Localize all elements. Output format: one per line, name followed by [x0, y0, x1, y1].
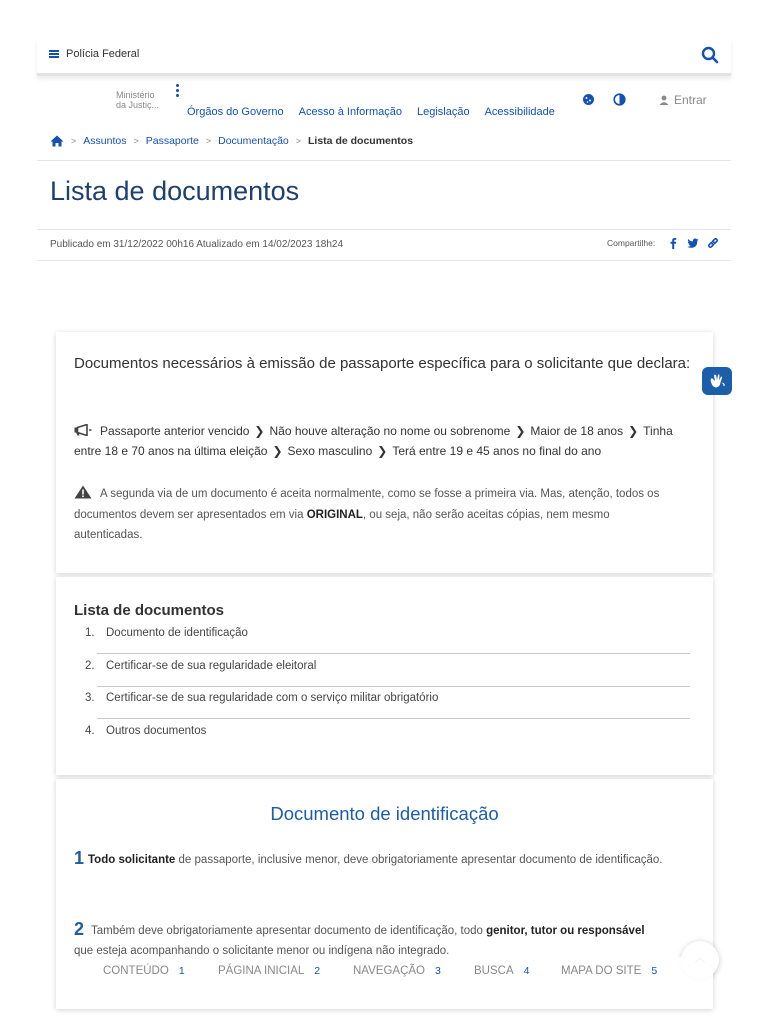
government-header — [37, 80, 731, 124]
paragraph-2 — [74, 919, 664, 961]
item-label: Outros documentos — [106, 724, 207, 737]
page-title: Lista de documentos — [50, 176, 300, 206]
skip-label: CONTEÚDO — [103, 965, 169, 977]
chevron-right-icon: ❯ — [515, 424, 526, 438]
divider — [37, 260, 731, 261]
skip-key: 3 — [435, 965, 441, 977]
login-button[interactable] — [659, 93, 707, 107]
criterion: Maior de 18 anos — [530, 424, 624, 438]
chevron-right-icon: ❯ — [628, 424, 639, 438]
publication-info: Publicado em 31/12/2022 00h16 Atualizado em 14/02/2023 18h24 — [50, 239, 344, 250]
main-menu-button[interactable] — [49, 48, 139, 60]
intro-text: Documentos necessários à emissão de passaporte específica para o solicitante que declara: — [74, 355, 691, 372]
paragraph-text: Também deve obrigatoriamente apresentar documento de identificação, todo — [88, 925, 487, 937]
item-number: 1. — [85, 627, 95, 639]
skip-key: 4 — [523, 965, 530, 977]
chevron-right-icon: ❯ — [272, 444, 283, 458]
link-icon[interactable] — [707, 237, 719, 249]
breadcrumb-assuntos[interactable]: Assuntos — [83, 135, 127, 147]
document-list-item[interactable] — [74, 625, 690, 658]
divider — [97, 686, 690, 687]
nav-legislacao[interactable]: Legislação — [416, 106, 470, 118]
warning-text: A segunda via de um documento é aceita normalmente, como se fosse a primeira via. Mas, atenção, todos os documentos devem ser apresentados em via — [74, 488, 660, 521]
menu-icon — [49, 50, 59, 58]
item-number: 3. — [85, 692, 95, 704]
sign-language-button[interactable] — [702, 367, 732, 395]
sign-language-icon — [708, 373, 726, 389]
paragraph-number: 1 — [74, 848, 85, 868]
paragraph-text-end: que esteja acompanhando o solicitante menor ou indígena não integrado. — [74, 945, 450, 957]
breadcrumb-separator: > — [295, 136, 302, 146]
item-label: Certificar-se de sua regularidade com o serviço militar obrigatório — [106, 692, 439, 704]
warning-text-end: , ou seja, não serão aceitas cópias, nem mesmo autenticadas. — [74, 508, 610, 541]
breadcrumb-passaporte[interactable]: Passaporte — [145, 135, 199, 147]
breadcrumb-documentacao[interactable]: Documentação — [218, 135, 289, 147]
skip-key: 1 — [178, 965, 185, 977]
skip-to-sitemap[interactable] — [561, 965, 657, 977]
skip-key: 5 — [651, 965, 658, 977]
cookie-icon[interactable] — [582, 93, 595, 106]
breadcrumb-current: Lista de documentos — [308, 135, 414, 147]
skip-to-content[interactable] — [103, 965, 185, 977]
divider — [97, 653, 690, 654]
user-icon — [659, 95, 669, 105]
paragraph-emphasis: genitor, tutor ou responsável — [486, 925, 645, 937]
criterion: Terá entre 19 e 45 anos no final do ano — [392, 444, 602, 458]
document-list-item[interactable] — [74, 658, 690, 691]
search-icon[interactable] — [701, 46, 719, 64]
criterion: Não houve alteração no nome ou sobrenome — [269, 424, 511, 438]
paragraph-text: de passaporte, inclusive menor, deve obrigatoriamente apresentar documento de identificação. — [175, 854, 663, 866]
document-list — [74, 625, 690, 755]
skip-label: BUSCA — [474, 965, 514, 977]
criterion: Passaporte anterior vencido — [100, 424, 250, 438]
kebab-icon[interactable] — [173, 83, 181, 99]
breadcrumb-separator: > — [71, 136, 77, 146]
item-number: 2. — [85, 659, 95, 672]
document-list-title: Lista de documentos — [74, 602, 225, 619]
share-label: Compartilhe: — [607, 238, 656, 248]
skip-to-navigation[interactable] — [353, 965, 441, 977]
divider — [37, 160, 731, 161]
document-list-card — [56, 577, 713, 775]
site-name: Polícia Federal — [66, 48, 140, 60]
megaphone-icon — [74, 424, 92, 436]
warning-icon — [74, 485, 92, 499]
twitter-icon[interactable] — [687, 237, 699, 249]
breadcrumb-separator: > — [205, 136, 212, 146]
skip-key: 2 — [314, 965, 321, 977]
login-label: Entrar — [674, 93, 707, 107]
paragraph-number: 2 — [74, 919, 85, 939]
skip-label: PÁGINA INICIAL — [218, 965, 305, 977]
contrast-icon[interactable] — [613, 93, 626, 106]
skip-to-search[interactable] — [474, 965, 529, 977]
top-bar — [37, 38, 731, 76]
paragraph-emphasis: Todo solicitante — [88, 854, 176, 866]
share-bar — [607, 237, 719, 249]
nav-acesso-informacao[interactable]: Acesso à Informação — [298, 106, 402, 118]
warning-emphasis: ORIGINAL — [306, 508, 363, 521]
skip-label: MAPA DO SITE — [561, 965, 642, 977]
divider — [97, 718, 690, 719]
breadcrumb-separator: > — [133, 136, 139, 146]
criteria-list — [74, 421, 694, 461]
divider — [37, 229, 731, 230]
skip-label: NAVEGAÇÃO — [353, 965, 425, 977]
criterion: Sexo masculino — [287, 444, 373, 458]
criterion: Tinha entre 18 e 70 anos na última eleição — [74, 424, 673, 458]
chevron-right-icon: ❯ — [377, 444, 388, 458]
ministry-name: Ministério da Justiç... — [116, 90, 160, 110]
document-list-item[interactable] — [74, 690, 690, 723]
intro-card — [56, 332, 713, 573]
item-label: Certificar-se de sua regularidade eleitoral — [106, 659, 317, 672]
chevron-right-icon: ❯ — [254, 424, 265, 438]
facebook-icon[interactable] — [667, 237, 679, 249]
document-list-item[interactable] — [74, 723, 690, 756]
header-tools — [582, 93, 626, 106]
item-number: 4. — [85, 724, 95, 737]
nav-orgaos-governo[interactable]: Órgãos do Governo — [187, 106, 284, 118]
skip-to-home[interactable] — [218, 965, 320, 977]
paragraph-1 — [74, 848, 664, 870]
section-title: Documento de identificação — [270, 803, 499, 824]
item-label: Documento de identificação — [106, 627, 248, 639]
skip-links-bar — [56, 957, 713, 987]
breadcrumb — [50, 135, 413, 147]
home-icon[interactable] — [50, 135, 64, 147]
header-nav — [187, 106, 555, 118]
warning-note — [74, 484, 674, 546]
nav-acessibilidade[interactable]: Acessibilidade — [484, 106, 555, 118]
